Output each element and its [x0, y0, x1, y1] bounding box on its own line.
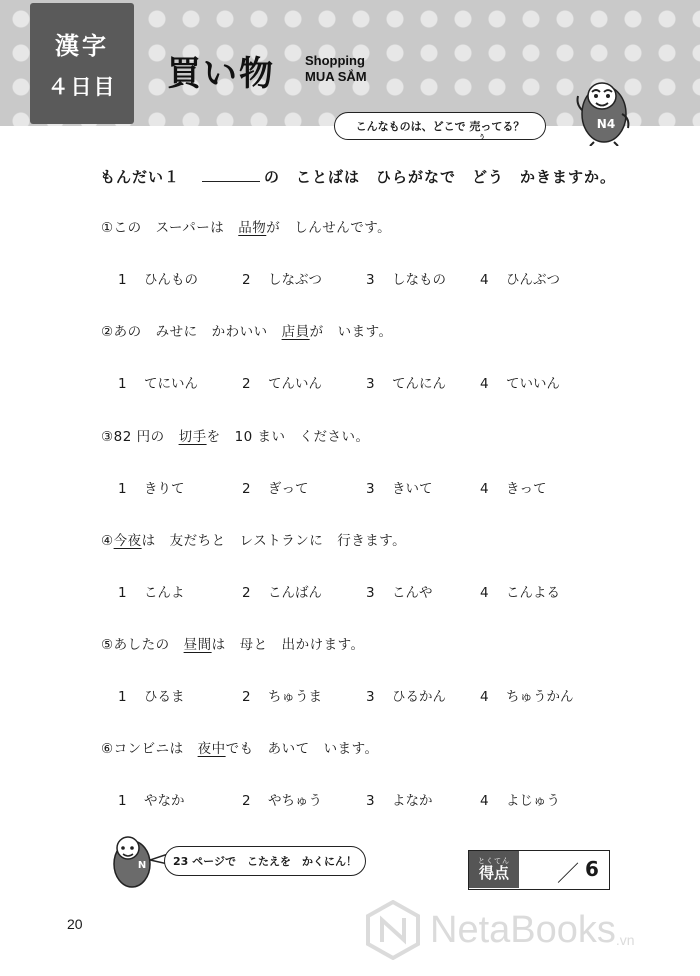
instruction — [100, 166, 616, 187]
option-choice[interactable]: 3 きいて — [366, 481, 433, 497]
question-1 — [101, 216, 391, 236]
score-furigana: とくてん — [478, 857, 510, 865]
answer-blank — [202, 168, 260, 182]
question-text: ④ — [101, 533, 114, 549]
subtitle-english: Shopping — [305, 53, 365, 68]
netabooks-logo-icon — [366, 900, 420, 960]
page-number: 20 — [67, 916, 83, 932]
question-target-word: 品物 — [238, 220, 267, 236]
tab-day: ４日目 — [47, 75, 117, 99]
option-choice[interactable]: 1 やなか — [118, 793, 185, 809]
page-title: 買い物 — [167, 54, 275, 94]
score-label — [469, 851, 519, 888]
question-6 — [101, 737, 379, 757]
mascot-badge: N4 — [596, 117, 616, 131]
option-choice[interactable]: 4 こんよる — [480, 585, 560, 601]
option-choice[interactable]: 3 こんや — [366, 585, 433, 601]
option-choice[interactable]: 2 てんいん — [242, 376, 322, 392]
question-text: でも あいて います。 — [225, 741, 379, 757]
question-text: は 友だちと レストランに 行きます。 — [141, 533, 407, 549]
option-choice[interactable]: 4 きって — [480, 481, 547, 497]
option-choice[interactable]: 4 ていいん — [480, 376, 560, 392]
option-choice[interactable]: 2 ぎって — [242, 481, 309, 497]
option-choice[interactable]: 1 ひるま — [118, 689, 185, 705]
question-text: が います。 — [309, 324, 393, 340]
header-bubble-text: こんなものは、どこで 売ってる？ — [355, 120, 525, 133]
mascot-badge: N — [137, 860, 147, 871]
watermark — [366, 898, 686, 962]
option-choice[interactable]: 4 よじゅう — [480, 793, 560, 809]
question-4 — [101, 529, 406, 549]
option-choice[interactable]: 4 ちゅうかん — [480, 689, 574, 705]
question-text: ②あの みせに かわいい — [101, 324, 282, 340]
score-slash: ／ — [557, 862, 580, 887]
option-choice[interactable]: 3 しなもの — [366, 272, 446, 288]
instruction-label: もんだい１ — [100, 168, 181, 186]
watermark-brand: NetaBooks — [430, 908, 616, 951]
answer-page-text: 23 ページで こたえを かくにん！ — [173, 855, 357, 868]
question-3 — [101, 425, 370, 445]
score-total: 6 — [585, 857, 599, 881]
daruma-mascot-icon — [572, 70, 636, 146]
option-choice[interactable]: 2 ちゅうま — [242, 689, 322, 705]
option-choice[interactable]: 2 やちゅう — [242, 793, 322, 809]
question-text: が しんせんです。 — [266, 220, 392, 236]
option-choice[interactable]: 4 ひんぶつ — [480, 272, 560, 288]
option-choice[interactable]: 1 きりて — [118, 481, 185, 497]
question-text: ③82 円の — [101, 429, 179, 445]
option-choice[interactable]: 1 こんよ — [118, 585, 185, 601]
question-text: は 母と 出かけます。 — [211, 637, 365, 653]
question-text: ①この スーパーは — [101, 220, 239, 236]
bubble-furigana: う — [479, 134, 486, 141]
option-choice[interactable]: 2 しなぶつ — [242, 272, 322, 288]
option-choice[interactable]: 2 こんばん — [242, 585, 322, 601]
watermark-suffix: .vn — [615, 932, 635, 948]
option-choice[interactable]: 3 ひるかん — [366, 689, 446, 705]
question-target-word: 夜中 — [197, 741, 226, 757]
option-choice[interactable]: 3 てんにん — [366, 376, 446, 392]
option-choice[interactable]: 1 てにいん — [118, 376, 198, 392]
question-5 — [101, 633, 365, 653]
question-target-word: 今夜 — [113, 533, 142, 549]
question-text: ⑥コンビニは — [101, 741, 198, 757]
score-title: 得点 — [478, 864, 509, 882]
question-target-word: 昼間 — [183, 637, 212, 653]
subtitle-vietnamese: MUA SẮM — [305, 69, 367, 84]
question-text: を 10 まい ください。 — [206, 429, 370, 445]
header-speech-bubble — [334, 112, 546, 140]
question-text: ⑤あしたの — [101, 637, 184, 653]
score-box — [468, 850, 610, 890]
question-target-word: 店員 — [281, 324, 310, 340]
tab-category: 漢字 — [55, 32, 109, 60]
question-target-word: 切手 — [178, 429, 207, 445]
option-choice[interactable]: 1 ひんもの — [118, 272, 198, 288]
answer-page-bubble — [164, 846, 366, 876]
page-subtitle — [305, 53, 367, 85]
question-2 — [101, 320, 393, 340]
option-choice[interactable]: 3 よなか — [366, 793, 433, 809]
instruction-text: の ことばは ひらがなで どう かきますか。 — [264, 168, 617, 186]
day-tab — [30, 3, 134, 124]
